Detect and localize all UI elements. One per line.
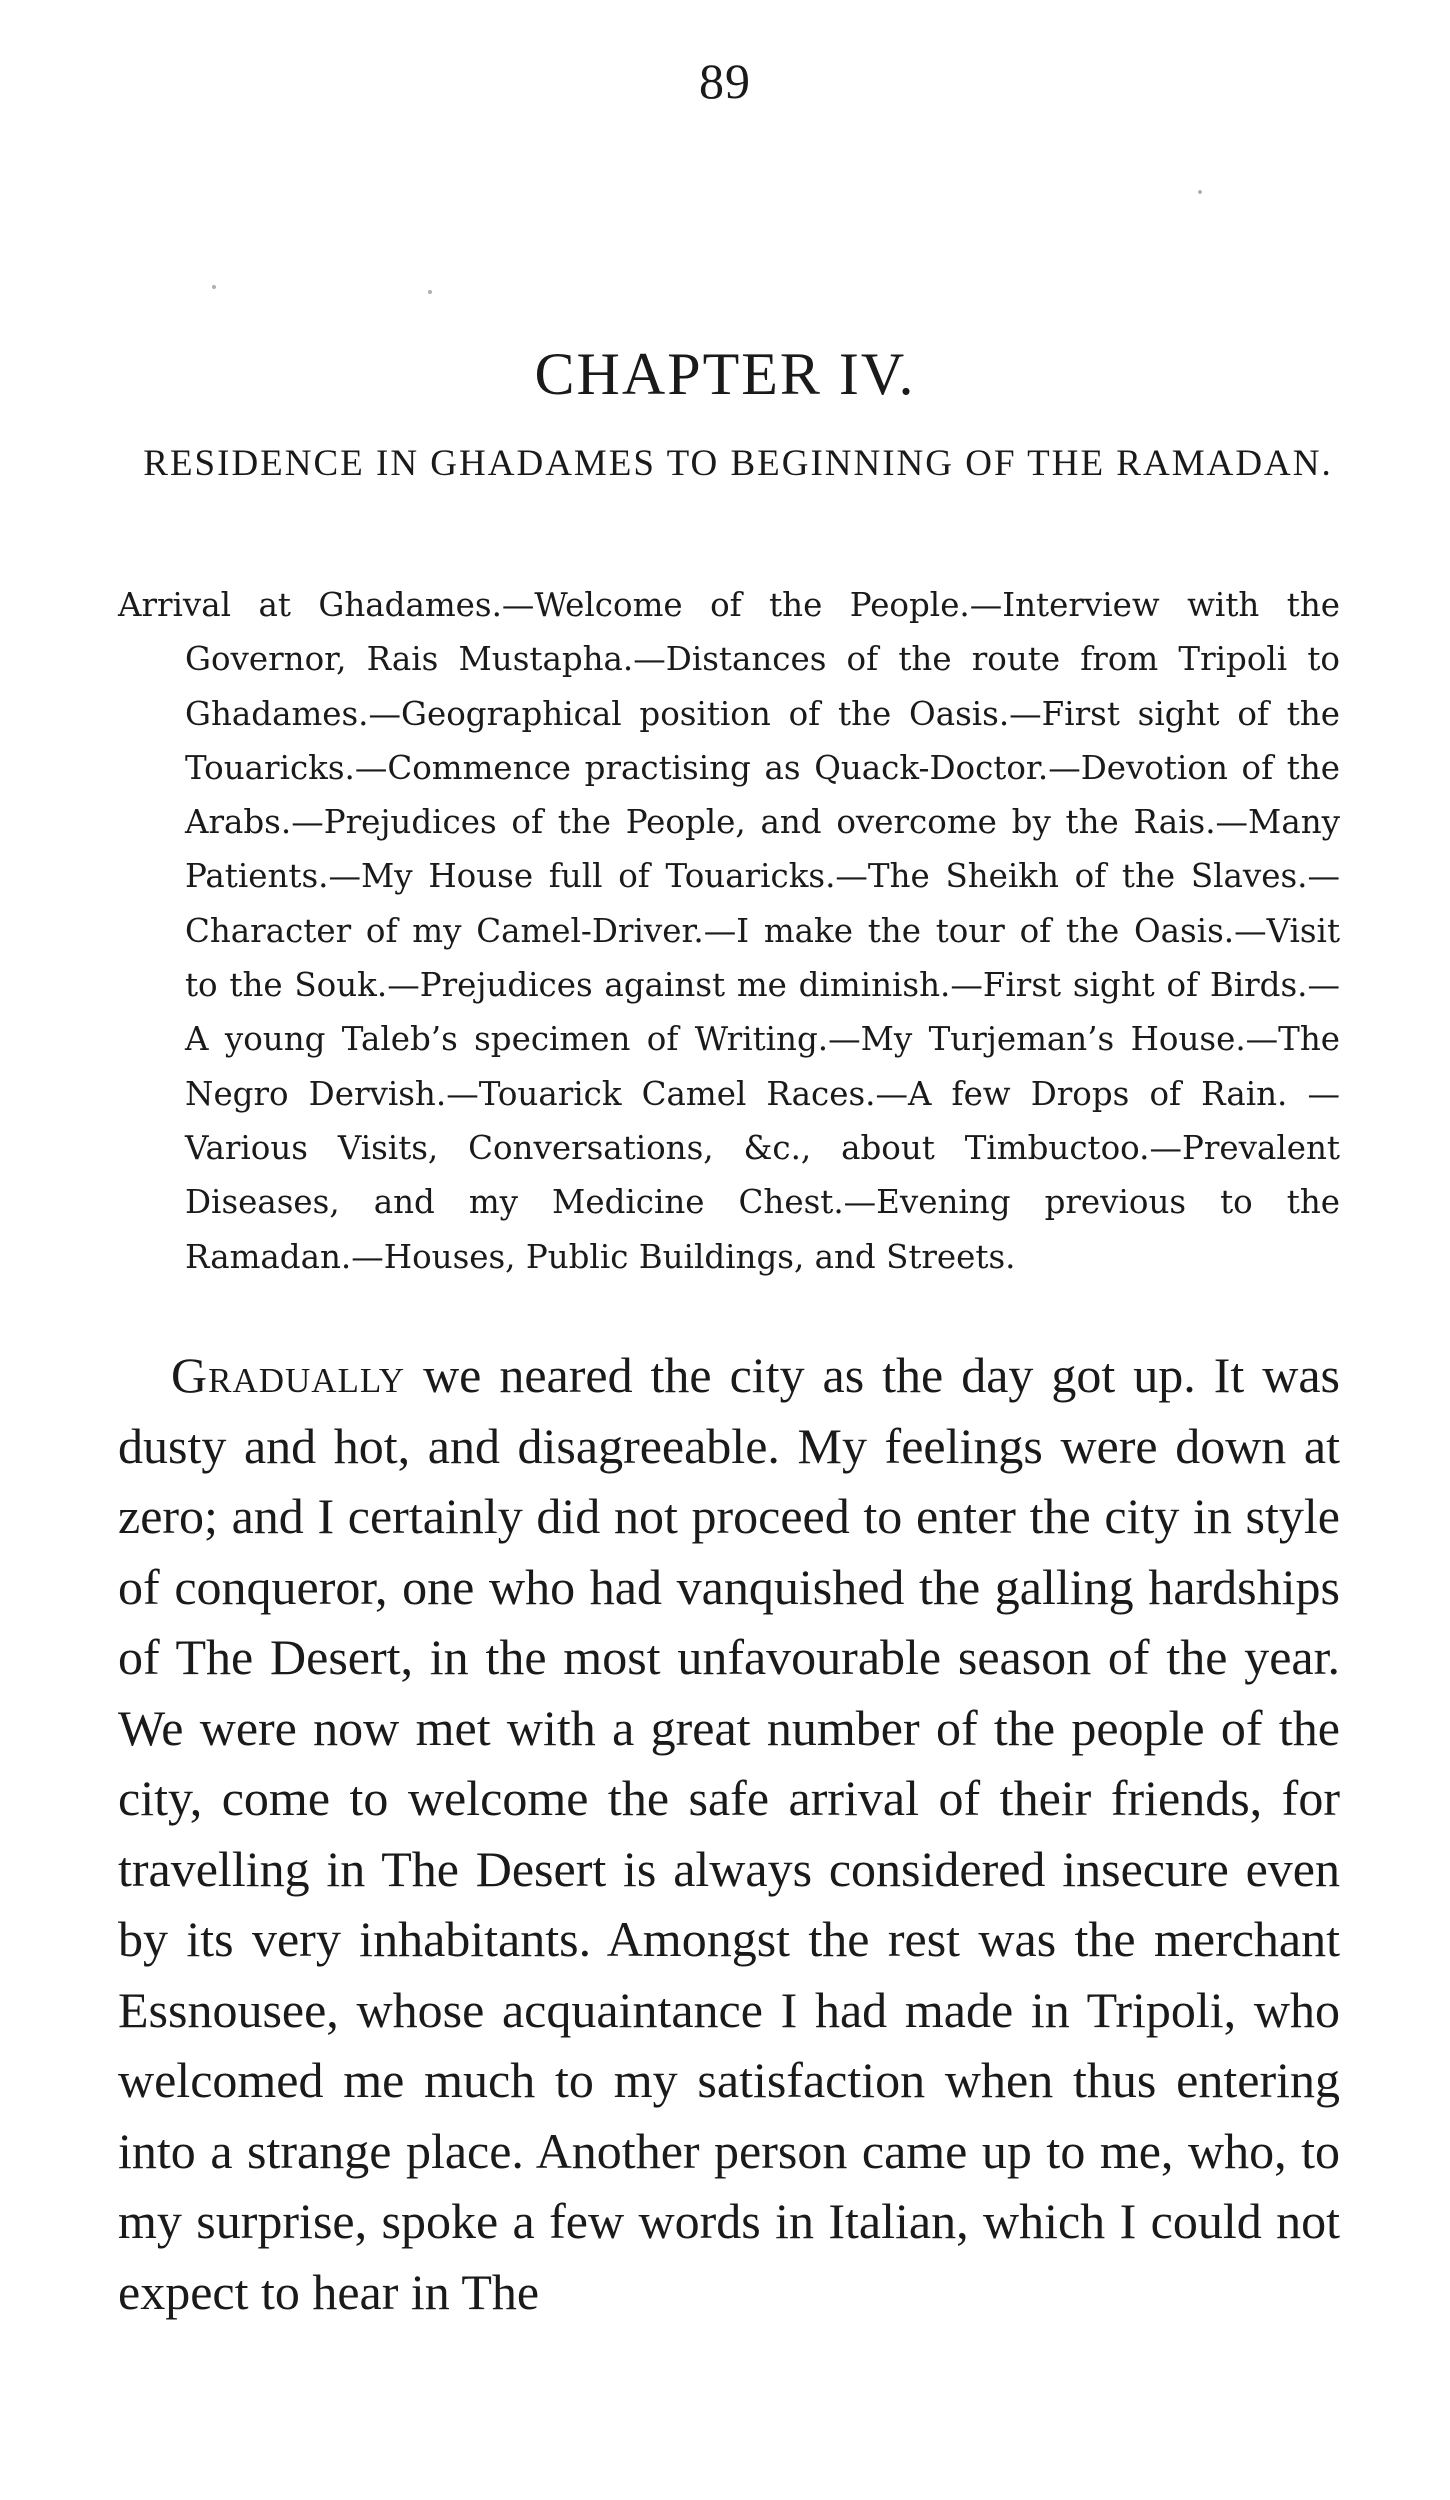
paper-speck [212, 285, 216, 289]
page-number: 89 [699, 53, 751, 109]
opening-word: Gradually [171, 1347, 406, 1403]
paper-speck [1198, 190, 1202, 194]
chapter-subtitle: RESIDENCE IN GHADAMES TO BEGINNING OF THE RAMADAN. [143, 443, 1333, 484]
chapter-title: CHAPTER IV. [534, 341, 916, 407]
paragraph-text: we neared the city as the day got up. It was dusty and hot, and disagreeable. My feelings were down at zero; and I certainly did not proceed to enter the city in style of conqueror, one who had vanquished the galling hardships of The Desert, in the most unfavourable season of the year. We were now met with a great number of the people of the city, come to welcome the safe arrival of their friends, for travelling in The Desert is always considered insecure even by its very inhabitants. Amongst the rest was the merchant Essnousee, whose acquaintance I had made in Tripoli, who welcomed me much to my satisfaction when thus entering into a strange place. Another person came up to me, who, to my surprise, spoke a few words in Italian, which I could not expect to hear in The [118, 1347, 1340, 2320]
chapter-synopsis: Arrival at Ghadames.—Welcome of the People.—Interview with the Governor, Rais Mustapha.—Distances of the route from Tripoli to Ghadames.—Geographical position of the Oasis.—First sight of the Touaricks.—Commence practising as Quack-Doctor.—Devotion of the Arabs.—Prejudices of the People, and overcome by the Rais.—Many Patients.—My House full of Touaricks.—The Sheikh of the Slaves.—Character of my Camel-Driver.—I make the tour of the Oasis.—Visit to the Souk.—Prejudices against me diminish.—First sight of Birds.—A young Taleb’s specimen of Writing.—My Turjeman’s House.—The Negro Dervish.—Touarick Camel Races.—A few Drops of Rain. —Various Visits, Conversations, &c., about Timbuctoo.—Prevalent Diseases, and my Medicine Chest.—Evening previous to the Ramadan.—Houses, Public Buildings, and Streets. [118, 586, 1340, 1276]
body-paragraph [118, 1340, 1340, 2327]
paper-speck [428, 290, 432, 294]
